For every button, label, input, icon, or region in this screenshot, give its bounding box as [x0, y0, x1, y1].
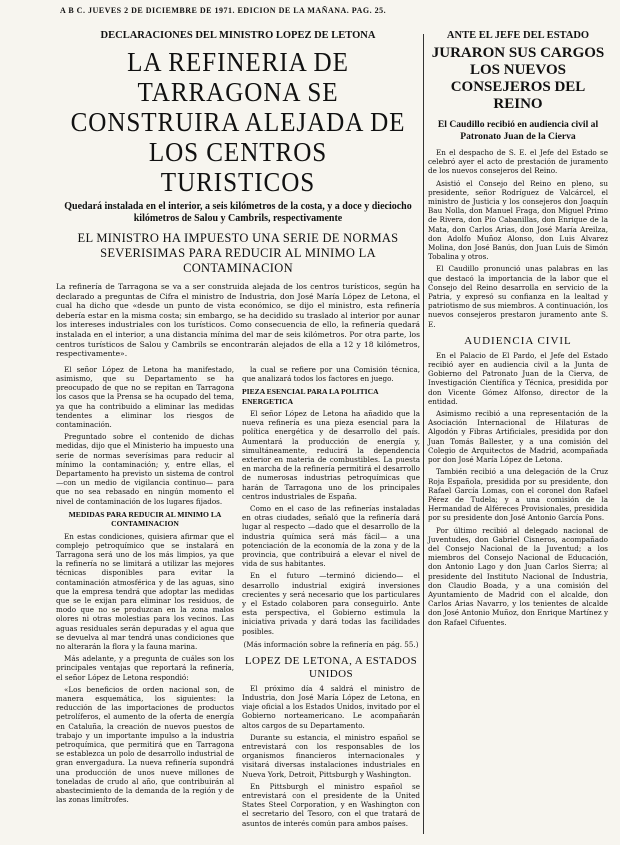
- section-heading: AUDIENCIA CIVIL: [464, 334, 572, 347]
- main-article: [56, 30, 420, 831]
- paragraph: El señor López de Letona ha añadido que la nueva refinería es una pieza esencial para la política energética y de desarrollo del país. Aumentará la producción de energía y, simultáneamente, reducirá la dependencia exterior en materia de combustibles. La puesta en marcha de la refinería permitirá el desarrollo de numerosas industrias petroquímicas que harán de Tarragona uno de los principales centros industriales de España.: [242, 408, 420, 501]
- reference-note: (Más información sobre la refinería en pág. 55.): [243, 639, 419, 649]
- article-lead: La refinería de Tarragona se va a ser construida alejada de los centros turísticos, según ha declarado a preguntas de Cifra el ministro de Industria, don José María López de Letona, el cual ha dicho que «desde un punto de vista económico, se dijo el ministro, esta refinería debería estar en la misma costa; sin embargo, se ha decidido su traslado al interior por aunar los intereses industriales con los turísticos. Como consecuencia de ello, la refinería quedará instalada en el interior, a una distancia mínima del mar de seis kilómetros. Por otra parte, los centros turísticos de Salou y Cambrils se encontrarán alejados de ella a 12 y 18 kilómetros, respectivamente».: [56, 282, 420, 359]
- paragraph: Por último recibió al delegado nacional de Juventudes, don Gabriel Cisneros, acompañado del Consejo Nacional de la Juventud; a los miembros del Consejo Nacional de Educación, don Antonio Lago y don Juan Carlos Sierra; al presidente del Instituto Nacional de Industria, don Claudio Boada, y a una comisión del Ayuntamiento de Madrid con el alcalde, don Carlos Arias Navarro, y los tenientes de alcalde don José Antonio Muñoz, don Enrique Martínez y don Rafael Cifuentes.: [428, 525, 608, 627]
- article-headline: LA REFINERIA DE TARRAGONA SE CONSTRUIRA ALEJADA DE LOS CENTROS TURISTICOS: [70, 47, 406, 197]
- paragraph: Durante su estancia, el ministro español se entrevistará con los responsables de los organismos financieros internacionales y visitará diversas instalaciones industriales en Nueva York, Detroit, Pittsburgh y Washington.: [242, 732, 420, 779]
- paragraph: Preguntado sobre el contenido de dichas medidas, dijo que el Ministerio ha impuesto una serie de normas severísimas para reducir al mínimo la contaminación; y, entre ellas, el Departamento ha previsto un sistema de control —con un medio de vigilancia continuo— para que no sea rebasado en ningún momento el nivel de contaminación de los lugares fijados.: [56, 432, 234, 506]
- paragraph: En el Palacio de El Pardo, el Jefe del Estado recibió ayer en audiencia civil a la Junta de Gobierno del Patronato Juan de la Cierva, de Investigación Científica y Técnica, presidida por don Vicente Gómez Alfonso, director de la entidad.: [428, 350, 608, 406]
- section-heading: PIEZA ESENCIAL PARA LA POLITICA ENERGETICA: [242, 387, 379, 406]
- article-subheadline: Quedará instalada en el interior, a seis kilómetros de la costa, y a doce y dieciocho kilómetros de Salou y Cambrils, respectivamente: [64, 201, 412, 224]
- article-columns: [56, 365, 420, 831]
- column-divider: [423, 34, 424, 834]
- paragraph: El señor López de Letona ha manifestado, asimismo, que su Departamento se ha preocupado de que no se repitan en Tarragona los casos que la Prensa se ha ocupado del tema, ya que ha contribuido a eliminar las medidas tendentes a eliminar los riesgos de contaminación.: [56, 364, 234, 429]
- sidebar-headline: JURARON SUS CARGOS LOS NUEVOS CONSEJEROS DEL REINO: [431, 45, 605, 112]
- paragraph: Asistió el Consejo del Reino en pleno, su presidente, señor Rodríguez de Valcárcel, el ministro de Justicia y los consejeros don Joaquín Bau Nolla, don Manuel Fraga, don Miguel Primo de Rivera, don Pío Cabanillas, don Enrique de la Mata, don Carlos Arias, don José María Areilza, don Adolfo Muñoz Alonso, don Luis Alvarez Molina, don José Banús, don Juan Luis de Simón Tobalina y otros.: [428, 178, 608, 262]
- sidebar-kicker: ANTE EL JEFE DEL ESTADO: [446, 30, 590, 41]
- paragraph: En Pittsburgh el ministro español se entrevistará con el presidente de la United States Steel Corporation, y en Washington con el secretario del Tesoro, con el que tratará de asuntos de interés común para ambos países.: [242, 781, 420, 828]
- paragraph: En estas condiciones, quisiera afirmar que el complejo petroquímico que se instalará en Tarragona será uno de los más limpios, ya que la refinería no se limitará a utilizar las mejores técnicas disponibles para evitar la contaminación atmosférica y de las aguas, sino que la empresa tendrá que adoptar las medidas que se le exijan para eliminar los residuos, de modo que no se produzcan en la zona malos olores ni otras molestias para los vecinos. Las aguas residuales serán depuradas y el agua que se devuelva al mar tendrá unas condiciones que no alterarán la flora y la fauna marina.: [56, 531, 234, 652]
- article-deck: EL MINISTRO HA IMPUESTO UNA SERIE DE NORMAS SEVERISIMAS PARA REDUCIR AL MINIMO LA CONTAMINACION: [77, 231, 399, 275]
- sidebar-subheadline: El Caudillo recibió en audiencia civil al Patronato Juan de la Cierva: [437, 119, 599, 142]
- paragraph: En el despacho de S. E. el Jefe del Estado se celebró ayer el acto de prestación de juramento de los nuevos consejeros del Reino.: [428, 148, 608, 176]
- paragraph: También recibió a una delegación de la Cruz Roja Española, presidida por su presidente, don Rafael García Lomas, con el coronel don Rafael Pérez de Tudela; y a una comisión de la Hermandad de Alféreces Provisionales, presidida por su presidente don José Antonio García Pons.: [428, 467, 609, 523]
- secondary-headline: LOPEZ DE LETONA, A ESTADOS UNIDOS: [244, 654, 418, 680]
- section-heading: MEDIDAS PARA REDUCIR AL MINIMO LA CONTAMINACION: [68, 509, 222, 529]
- article-kicker: DECLARACIONES DEL MINISTRO LOPEZ DE LETONA: [100, 30, 376, 41]
- paragraph: En el futuro —terminó diciendo— el desarrollo industrial exigirá inversiones crecientes y será necesario que los particulares y el Estado colaboren para conseguirlo. Ante esta perspectiva, el Gobierno estimula la iniciativa privada y dará todas las facilidades posibles.: [242, 571, 420, 636]
- article-column-left: [56, 365, 234, 831]
- paragraph: «Los beneficios de orden nacional son, de manera esquemática, los siguientes: la reducción de las importaciones de productos petrolíferos, el aumento de la oferta de energía en Cataluña, la creación de nuevos puestos de trabajo y un importante impulso a la industria petroquímica, que permitirá que en Tarragona se establezca un polo de desarrollo industrial de gran envergadura. La nueva refinería supondrá una producción de unos nueve millones de toneladas de crudo al año, que contribuirán al abastecimiento de la demanda de la región y de las zonas limítrofes.: [56, 684, 234, 805]
- paragraph: la cual se refiere por una Comisión técnica, que analizará todos los factores en juego.: [242, 364, 420, 383]
- paragraph: El próximo día 4 saldrá el ministro de Industria, don José María López de Letona, en viaje oficial a los Estados Unidos, invitado por el Gobierno norteamericano. Le acompañarán altos cargos de su Departamento.: [242, 683, 420, 730]
- paragraph: El Caudillo pronunció unas palabras en las que destacó la importancia de la labor que el Consejo del Reino desarrolla en servicio de la Patria, y expresó su confianza en la lealtad y patriotismo de sus miembros. A continuación, los nuevos consejeros prestaron juramento ante S. E.: [428, 264, 608, 329]
- page-header: A B C. JUEVES 2 DE DICIEMBRE DE 1971. EDICION DE LA MAÑANA. PAG. 25.: [60, 6, 387, 15]
- paragraph: Más adelante, y a pregunta de cuáles son los principales ventajas que reportará la refinería, el señor López de Letona respondió:: [56, 654, 234, 682]
- paragraph: Como en el caso de las refinerías instaladas en otras ciudades, señaló que la refinería dará lugar al respecto —dado que el desarrollo de la industria química será más fácil— a una potenciación de la economía de la zona y de la provincia, que contribuirá a elevar el nivel de vida de sus habitantes.: [242, 504, 420, 569]
- sidebar-article: [428, 30, 608, 630]
- paragraph: Asimismo recibió a una representación de la Asociación Internacional de Hilaturas de Algodón y Fibras Artificiales, presidida por don Juan Tomás Ballester, y a una comisión del Colegio de Arquitectos de Madrid, acompañada por don José María López de Letona.: [428, 409, 608, 465]
- article-column-right: [242, 365, 420, 831]
